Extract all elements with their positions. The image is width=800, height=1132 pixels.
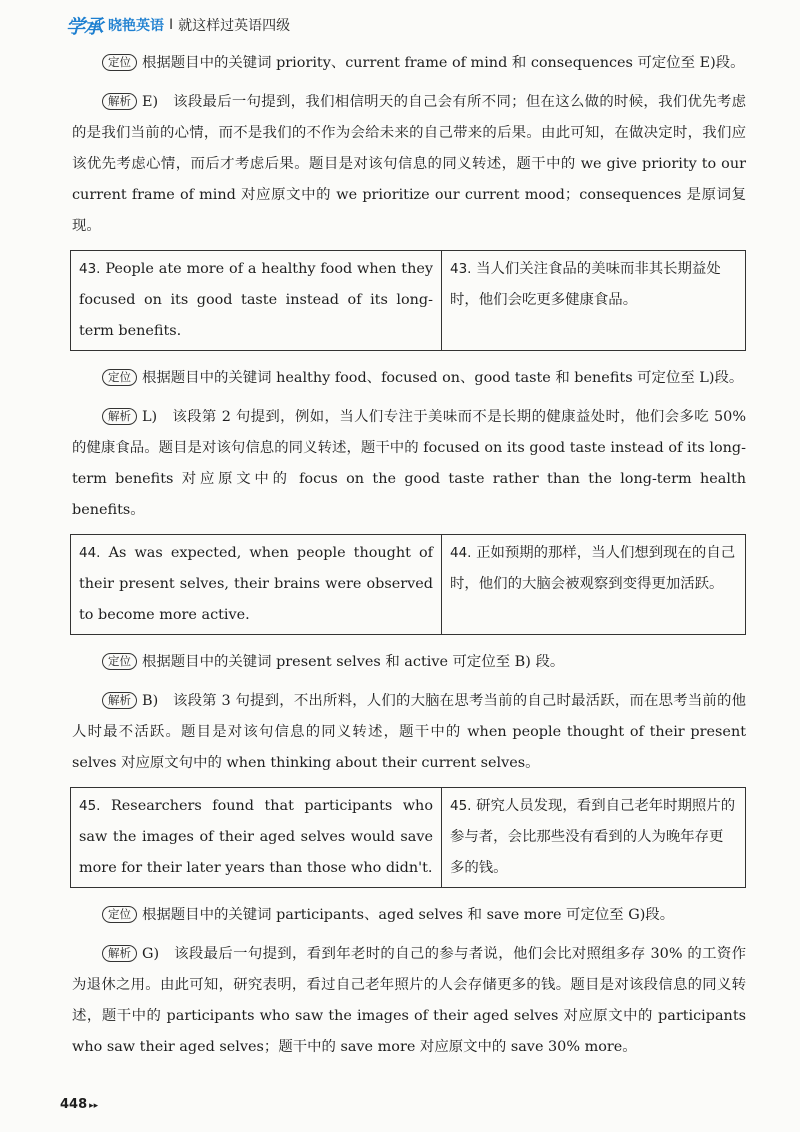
question-english-text: Researchers found that participants who saw the images of their aged selves would save more for their later years than those who didn't. xyxy=(79,798,433,876)
location-text: 根据题目中的关键词 present selves 和 active 可定位至 B) 段。 xyxy=(142,654,565,670)
question-english-text: As was expected, when people thought of their present selves, their brains were observed to become more active. xyxy=(79,545,434,623)
location-text: 根据题目中的关键词 priority、current frame of mind 和 consequences 可定位至 E)段。 xyxy=(142,55,745,71)
question-number: 43. xyxy=(79,261,101,277)
book-series-title: 就这样过英语四级 xyxy=(178,18,291,34)
question-number-zh: 45. xyxy=(450,798,472,814)
question-chinese-text: 当人们关注食品的美味而非其长期益处时，他们会吃更多健康食品。 xyxy=(450,261,721,308)
location-text: 根据题目中的关键词 healthy food、focused on、good taste 和 benefits 可定位至 L)段。 xyxy=(142,370,744,386)
location-note xyxy=(72,900,746,931)
brand-name: 晓艳英语 xyxy=(108,18,165,34)
analysis-note xyxy=(72,686,746,779)
question-number-zh: 44. xyxy=(450,545,472,561)
analysis-note xyxy=(72,402,746,526)
question-english xyxy=(71,535,442,635)
location-note xyxy=(72,647,746,678)
analysis-tag: 解析 xyxy=(102,408,137,425)
location-tag: 定位 xyxy=(102,369,137,386)
page-footer xyxy=(60,1097,98,1112)
analysis-text: E) 该段最后一句提到，我们相信明天的自己会有所不同；但在这么做的时候，我们优先考虑的是我们当前的心情，而不是我们的不作为会给未来的自己带来的后果。由此可知，在做决定时，我们应该优先考虑心情，而后才考虑后果。题目是对该句信息的同义转述，题干中的 we give priority to our current frame of mind 对应原文中的 we prioritize our current mood；consequences 是原词复现。 xyxy=(72,94,746,234)
question-chinese xyxy=(442,535,746,635)
question-chinese xyxy=(442,788,746,888)
analysis-text: B) 该段第 3 句提到，不出所料，人们的大脑在思考当前的自己时最活跃，而在思考当前的他人时最不活跃。题目是对该句信息的同义转述，题干中的 when people thought of their present selves 对应原文句中的 when thinking about their current selves。 xyxy=(72,693,746,771)
analysis-note xyxy=(72,87,746,242)
question-chinese xyxy=(442,251,746,351)
analysis-note xyxy=(72,939,746,1063)
question-english xyxy=(71,251,442,351)
analysis-tag: 解析 xyxy=(102,945,137,962)
question-chinese-text: 正如预期的那样，当人们想到现在的自己时，他们的大脑会被观察到变得更加活跃。 xyxy=(450,545,736,592)
analysis-text: L) 该段第 2 句提到，例如，当人们专注于美味而不是长期的健康益处时，他们会多吃 50% 的健康食品。题目是对该句信息的同义转述，题干中的 focused on its good taste instead of its long-term benefits 对应原文中的 focus on the good taste rather than the long-term health benefits。 xyxy=(72,409,746,518)
location-tag: 定位 xyxy=(102,54,137,71)
page-number: 448 xyxy=(60,1097,88,1112)
question-number: 44. xyxy=(79,545,101,561)
location-tag: 定位 xyxy=(102,906,137,923)
question-english-text: People ate more of a healthy food when they focused on its good taste instead of its long-term benefits. xyxy=(79,261,433,339)
analysis-tag: 解析 xyxy=(102,93,137,110)
question-table-45 xyxy=(70,787,746,888)
question-table-43 xyxy=(70,250,746,351)
analysis-tag: 解析 xyxy=(102,692,137,709)
page-arrows-icon: ▸▸ xyxy=(89,1101,99,1111)
location-note xyxy=(72,48,746,79)
location-text: 根据题目中的关键词 participants、aged selves 和 save more 可定位至 G)段。 xyxy=(142,907,675,923)
question-table-44 xyxy=(70,534,746,635)
location-note xyxy=(72,363,746,394)
page-content xyxy=(72,48,746,1071)
location-tag: 定位 xyxy=(102,653,137,670)
question-number: 45. xyxy=(79,798,101,814)
header-separator: I xyxy=(169,17,174,33)
publisher-logo: 学承 xyxy=(66,15,103,38)
question-chinese-text: 研究人员发现，看到自己老年时期照片的参与者，会比那些没有看到的人为晚年存更多的钱。 xyxy=(450,798,736,876)
question-number-zh: 43. xyxy=(450,261,472,277)
analysis-text: G) 该段最后一句提到，看到年老时的自己的参与者说，他们会比对照组多存 30% 的工资作为退休之用。由此可知，研究表明，看过自己老年照片的人会存储更多的钱。题目是对该段信息的同义转述，题干中的 participants who saw the images of their aged selves 对应原文中的 participants who saw their aged selves；题干中的 save more 对应原文中的 save 30% more。 xyxy=(72,946,746,1055)
page-header xyxy=(66,12,290,38)
question-english xyxy=(71,788,442,888)
